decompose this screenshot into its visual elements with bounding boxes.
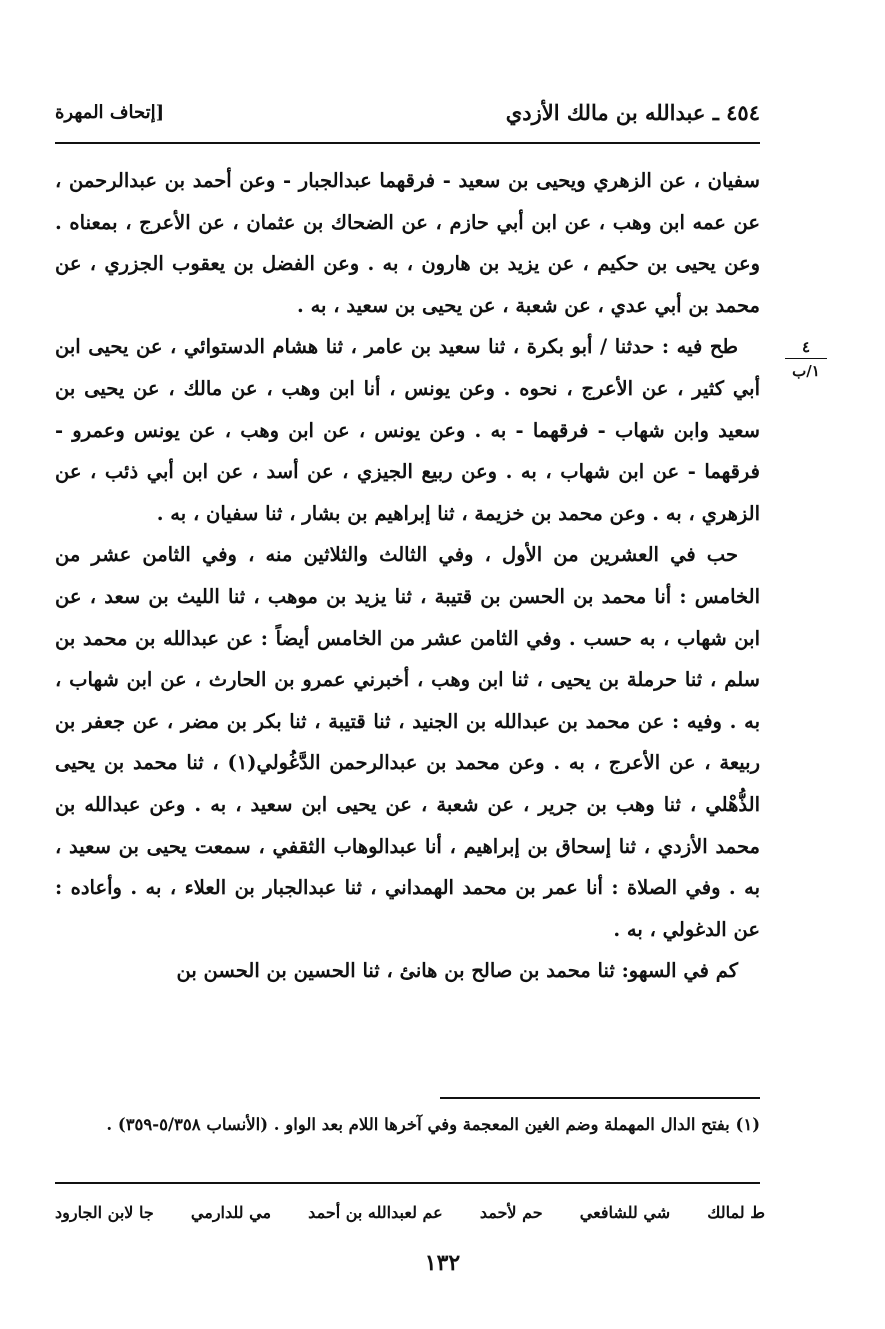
running-title: [إتحاف المهرة xyxy=(55,101,165,123)
margin-note-divider xyxy=(785,358,827,359)
legend-rule xyxy=(55,1182,760,1184)
header-rule xyxy=(55,142,760,144)
footnote: (١) بفتح الدال المهملة وضم الغين المعجمة وفي آخرها اللام بعد الواو . (الأنساب ٥/٣٥٨-٣٥٩) . xyxy=(106,1115,760,1134)
paragraph: طح فيه : حدثنا / أبو بكرة ، ثنا سعيد بن عامر ، ثنا هشام الدستوائي ، عن يحيى ابن أبي كثير ، عن الأعرج ، نحوه . وعن يونس ، أنا ابن وهب ، عن مالك ، عن يحيى بن سعيد وابن شهاب - فرقهما - به . وعن يونس ، عن ابن وهب ، عن يونس وعمرو - فرقهما - عن ابن شهاب ، به . وعن ربيع الجيزي ، عن أسد ، عن ابن أبي ذئب ، عن الزهري ، به . وعن محمد بن خزيمة ، ثنا إبراهيم بن بشار ، ثنا سفيان ، به . xyxy=(55,335,760,525)
margin-note-number: ٤ xyxy=(801,338,811,356)
legend-item: ط لمالك xyxy=(707,1202,765,1222)
legend-item: جا لابن الجارود xyxy=(55,1202,154,1222)
legend-item: مي للدارمي xyxy=(190,1202,272,1222)
paragraph: حب في العشرين من الأول ، وفي الثالث والثلاثين منه ، وفي الثامن عشر من الخامس : أنا محمد بن الحسن بن قتيبة ، ثنا يزيد بن موهب ، ثنا الليث بن سعد ، عن ابن شهاب ، به حسب . وفي الثامن عشر من الخامس أيضاً : عن عبدالله بن محمد بن سلم ، ثنا حرملة بن يحيى ، ثنا ابن وهب ، أخبرني عمرو بن الحارث ، عن ابن شهاب ، به . وفيه : عن محمد بن عبدالله بن الجنيد ، ثنا قتيبة ، ثنا بكر بن مضر ، عن جعفر بن ربيعة ، عن الأعرج ، به . وعن محمد بن عبدالرحمن الدَّغُولي(١) ، ثنا محمد بن يحيى الذُّهْلي ، ثنا وهب بن جرير ، عن شعبة ، عن يحيى ابن سعيد ، به . وعن عبدالله بن محمد الأزدي ، ثنا إسحاق بن إبراهيم ، أنا عبدالوهاب الثقفي ، سمعت يحيى بن سعيد ، به . وفي الصلاة : أنا عمر بن محمد الهمداني ، ثنا عبدالجبار بن العلاء ، به . وأعاده : عن الدغولي ، به . xyxy=(55,543,760,941)
margin-note xyxy=(778,338,834,380)
page-number: ١٣٢ xyxy=(424,1250,461,1276)
page-header xyxy=(55,92,760,132)
main-text xyxy=(55,160,760,992)
legend-item: شي للشافعي xyxy=(579,1202,671,1222)
footnote-rule xyxy=(440,1097,760,1099)
chapter-title: ٤٥٤ ـ عبدالله بن مالك الأزدي xyxy=(505,99,760,125)
legend-item: حم لأحمد xyxy=(479,1202,543,1222)
margin-note-reference: ١/ب xyxy=(792,362,820,380)
paragraph: سفيان ، عن الزهري ويحيى بن سعيد - فرقهما عبدالجبار - وعن أحمد بن عبدالرحمن ، عن عمه ابن وهب ، عن ابن أبي حازم ، عن الضحاك بن عثمان ، عن الأعرج ، بمعناه . وعن يحيى بن حكيم ، عن يزيد بن هارون ، به . وعن الفضل بن يعقوب الجزري ، عن محمد بن أبي عدي ، عن شعبة ، عن يحيى بن سعيد ، به . xyxy=(55,169,760,317)
abbreviation-legend xyxy=(55,1196,765,1228)
legend-item: عم لعبدالله بن أحمد xyxy=(308,1202,443,1222)
paragraph: كم في السهو: ثنا محمد بن صالح بن هانئ ، ثنا الحسين بن الحسن بن xyxy=(176,959,738,983)
